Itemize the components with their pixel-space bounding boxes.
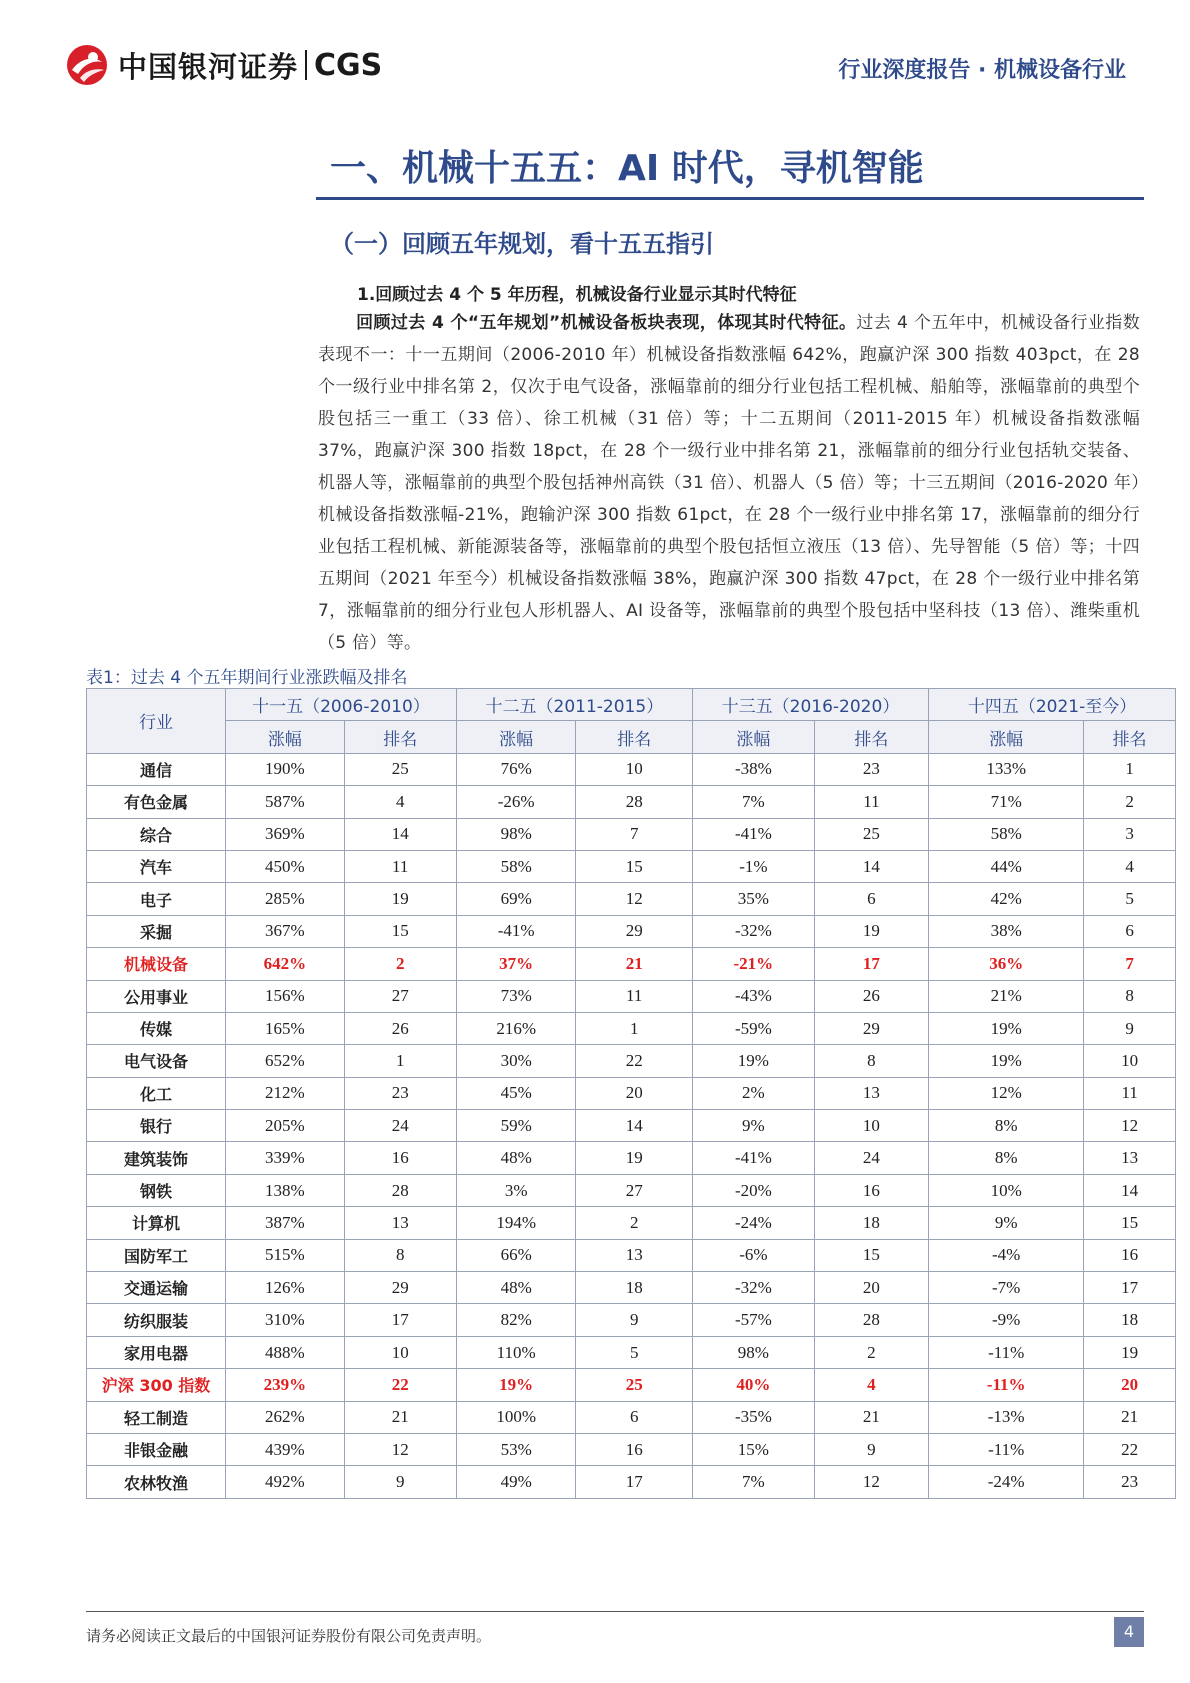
rank-cell: 4 [814, 1369, 928, 1401]
gain-cell: -11% [929, 1369, 1084, 1401]
rank-cell: 5 [576, 1336, 692, 1368]
gain-cell: 492% [226, 1466, 345, 1498]
rank-cell: 29 [814, 1012, 928, 1044]
gain-header: 涨幅 [929, 721, 1084, 753]
gain-cell: 19% [929, 1012, 1084, 1044]
gain-cell: 642% [226, 948, 345, 980]
rank-header: 排名 [576, 721, 692, 753]
rank-cell: 9 [576, 1304, 692, 1336]
rank-cell: 29 [344, 1272, 456, 1304]
gain-cell: 369% [226, 818, 345, 850]
gain-cell: 262% [226, 1401, 345, 1433]
section-divider [316, 197, 1144, 200]
table-row [87, 753, 1176, 785]
rank-cell: 9 [1084, 1012, 1176, 1044]
rank-cell: 10 [344, 1336, 456, 1368]
rank-cell: 28 [814, 1304, 928, 1336]
industry-name-cell: 电子 [87, 883, 226, 915]
rank-cell: 6 [814, 883, 928, 915]
rank-cell: 25 [576, 1369, 692, 1401]
gain-cell: 9% [929, 1207, 1084, 1239]
gain-cell: -38% [692, 753, 814, 785]
gain-cell: 138% [226, 1174, 345, 1206]
rank-cell: 25 [344, 753, 456, 785]
rank-cell: 12 [344, 1433, 456, 1465]
gain-cell: 71% [929, 786, 1084, 818]
rank-cell: 6 [1084, 915, 1176, 947]
rank-cell: 11 [1084, 1077, 1176, 1109]
gain-cell: 19% [929, 1045, 1084, 1077]
gain-cell: 8% [929, 1110, 1084, 1142]
gain-cell: 126% [226, 1272, 345, 1304]
period-header: 十二五（2011-2015） [456, 689, 692, 721]
rank-cell: 23 [344, 1077, 456, 1109]
gain-cell: 58% [929, 818, 1084, 850]
rank-cell: 22 [344, 1369, 456, 1401]
rank-cell: 13 [814, 1077, 928, 1109]
industry-name-cell: 农林牧渔 [87, 1466, 226, 1498]
rank-cell: 14 [344, 818, 456, 850]
gain-cell: 367% [226, 915, 345, 947]
table-row [87, 948, 1176, 980]
rank-cell: 2 [576, 1207, 692, 1239]
rank-cell: 13 [344, 1207, 456, 1239]
rank-cell: 14 [1084, 1174, 1176, 1206]
gain-cell: 8% [929, 1142, 1084, 1174]
gain-cell: 40% [692, 1369, 814, 1401]
gain-cell: 42% [929, 883, 1084, 915]
gain-cell: 7% [692, 1466, 814, 1498]
rank-cell: 22 [576, 1045, 692, 1077]
gain-cell: 66% [456, 1239, 576, 1271]
table-row [87, 1045, 1176, 1077]
gain-cell: -20% [692, 1174, 814, 1206]
gain-cell: 19% [456, 1369, 576, 1401]
rank-cell: 11 [344, 850, 456, 882]
rank-cell: 5 [1084, 883, 1176, 915]
rank-cell: 4 [1084, 850, 1176, 882]
rank-cell: 21 [344, 1401, 456, 1433]
gain-cell: 165% [226, 1012, 345, 1044]
gain-cell: -9% [929, 1304, 1084, 1336]
rank-cell: 19 [344, 883, 456, 915]
gain-cell: -1% [692, 850, 814, 882]
rank-cell: 12 [1084, 1110, 1176, 1142]
gain-cell: 2% [692, 1077, 814, 1109]
gain-cell: -41% [456, 915, 576, 947]
table-row [87, 883, 1176, 915]
table-caption: 表1：过去 4 个五年期间行业涨跌幅及排名 [86, 668, 408, 688]
gain-cell: 3% [456, 1174, 576, 1206]
gain-cell: 156% [226, 980, 345, 1012]
gain-cell: 12% [929, 1077, 1084, 1109]
rank-cell: 15 [814, 1239, 928, 1271]
rank-cell: 20 [1084, 1369, 1176, 1401]
industry-name-cell: 轻工制造 [87, 1401, 226, 1433]
rank-cell: 25 [814, 818, 928, 850]
gain-cell: -32% [692, 915, 814, 947]
rank-cell: 24 [814, 1142, 928, 1174]
table-row [87, 1401, 1176, 1433]
gain-cell: -32% [692, 1272, 814, 1304]
industry-name-cell: 家用电器 [87, 1336, 226, 1368]
rank-cell: 26 [344, 1012, 456, 1044]
report-type-label: 行业深度报告 · 机械设备行业 [838, 58, 1126, 83]
rank-cell: 8 [344, 1239, 456, 1271]
rank-cell: 22 [1084, 1433, 1176, 1465]
rank-cell: 16 [344, 1142, 456, 1174]
gain-cell: 652% [226, 1045, 345, 1077]
gain-cell: 15% [692, 1433, 814, 1465]
table-row [87, 1239, 1176, 1271]
rank-cell: 15 [576, 850, 692, 882]
rank-cell: 26 [814, 980, 928, 1012]
industry-name-cell: 化工 [87, 1077, 226, 1109]
gain-cell: -57% [692, 1304, 814, 1336]
table-row [87, 1207, 1176, 1239]
rank-cell: 16 [814, 1174, 928, 1206]
gain-cell: -41% [692, 1142, 814, 1174]
body-paragraph [318, 307, 1140, 659]
industry-performance-table [86, 688, 1176, 1499]
rank-cell: 16 [1084, 1239, 1176, 1271]
rank-cell: 17 [814, 948, 928, 980]
industry-name-cell: 传媒 [87, 1012, 226, 1044]
logo-text-en: CGS [314, 47, 383, 83]
gain-cell: 37% [456, 948, 576, 980]
table-row [87, 915, 1176, 947]
gain-cell: 76% [456, 753, 576, 785]
rank-cell: 8 [1084, 980, 1176, 1012]
gain-cell: -11% [929, 1336, 1084, 1368]
gain-cell: 100% [456, 1401, 576, 1433]
industry-name-cell: 有色金属 [87, 786, 226, 818]
rank-cell: 18 [814, 1207, 928, 1239]
rank-cell: 18 [1084, 1304, 1176, 1336]
gain-cell: 212% [226, 1077, 345, 1109]
rank-cell: 15 [344, 915, 456, 947]
logo-text-cn: 中国银河证券 [118, 49, 299, 84]
rank-cell: 10 [1084, 1045, 1176, 1077]
table-row [87, 980, 1176, 1012]
gain-cell: -26% [456, 786, 576, 818]
rank-cell: 4 [344, 786, 456, 818]
gain-cell: -13% [929, 1401, 1084, 1433]
industry-name-cell: 电气设备 [87, 1045, 226, 1077]
rank-cell: 20 [576, 1077, 692, 1109]
gain-cell: 310% [226, 1304, 345, 1336]
gain-cell: 450% [226, 850, 345, 882]
page-number: 4 [1114, 1617, 1144, 1647]
rank-cell: 17 [344, 1304, 456, 1336]
gain-cell: 515% [226, 1239, 345, 1271]
rank-cell: 15 [1084, 1207, 1176, 1239]
gain-cell: 38% [929, 915, 1084, 947]
rank-cell: 12 [814, 1466, 928, 1498]
rank-cell: 1 [1084, 753, 1176, 785]
gain-cell: 36% [929, 948, 1084, 980]
rank-cell: 13 [576, 1239, 692, 1271]
rank-cell: 23 [814, 753, 928, 785]
footer-divider [86, 1611, 1144, 1612]
gain-cell: 48% [456, 1142, 576, 1174]
table-row [87, 1142, 1176, 1174]
gain-cell: 98% [692, 1336, 814, 1368]
rank-cell: 14 [814, 850, 928, 882]
gain-cell: 30% [456, 1045, 576, 1077]
gain-cell: -43% [692, 980, 814, 1012]
industry-name-cell: 综合 [87, 818, 226, 850]
gain-cell: 69% [456, 883, 576, 915]
rank-cell: 21 [1084, 1401, 1176, 1433]
rank-cell: 11 [576, 980, 692, 1012]
rank-cell: 7 [576, 818, 692, 850]
gain-cell: 82% [456, 1304, 576, 1336]
industry-name-cell: 建筑装饰 [87, 1142, 226, 1174]
gain-cell: 439% [226, 1433, 345, 1465]
rank-cell: 9 [814, 1433, 928, 1465]
period-header: 十一五（2006-2010） [226, 689, 457, 721]
gain-cell: 21% [929, 980, 1084, 1012]
rank-cell: 28 [576, 786, 692, 818]
industry-name-cell: 非银金融 [87, 1433, 226, 1465]
table-body [87, 753, 1176, 1498]
rank-cell: 14 [576, 1110, 692, 1142]
rank-cell: 8 [814, 1045, 928, 1077]
table-row [87, 818, 1176, 850]
gain-cell: 48% [456, 1272, 576, 1304]
rank-cell: 16 [576, 1433, 692, 1465]
gain-header: 涨幅 [226, 721, 345, 753]
rank-cell: 1 [344, 1045, 456, 1077]
company-logo [66, 44, 382, 86]
gain-cell: 49% [456, 1466, 576, 1498]
table-row [87, 1174, 1176, 1206]
gain-cell: 19% [692, 1045, 814, 1077]
industry-name-cell: 公用事业 [87, 980, 226, 1012]
gain-cell: 339% [226, 1142, 345, 1174]
industry-name-cell: 计算机 [87, 1207, 226, 1239]
rank-cell: 17 [1084, 1272, 1176, 1304]
gain-cell: 488% [226, 1336, 345, 1368]
gain-cell: 58% [456, 850, 576, 882]
gain-cell: 133% [929, 753, 1084, 785]
rank-cell: 2 [1084, 786, 1176, 818]
rank-cell: 27 [576, 1174, 692, 1206]
gain-cell: 7% [692, 786, 814, 818]
body-text: 过去 4 个五年中，机械设备行业指数表现不一：十一五期间（2006-2010 年）机械设备指数涨幅 642%，跑赢沪深 300 指数 403pct，在 28 个一级行业中排名第 2，仅次于电气设备，涨幅靠前的细分行业包括工程机械、船舶等，涨幅靠前的典型个股包括三一重工（33 倍）、徐工机械（31 倍）等；十二五期间（2011-2015 年）机械设备指数涨幅 37%，跑赢沪深 300 指数 18pct，在 28 个一级行业中排名第 21，涨幅靠前的细分行业包括轨交装备、机器人等，涨幅靠前的典型个股包括神州高铁（31 倍）、机器人（5 倍）等；十三五期间（2016-2020 年）机械设备指数涨幅-21%，跑输沪深 300 指数 61pct，在 28 个一级行业中排名第 17，涨幅靠前的细分行业包括工程机械、新能源装备等，涨幅靠前的典型个股包括恒立液压（13 倍）、先导智能（5 倍）等；十四五期间（2021 年至今）机械设备指数涨幅 38%，跑赢沪深 300 指数 47pct，在 28 个一级行业中排名第 7，涨幅靠前的细分行业包人形机器人、AI 设备等，涨幅靠前的典型个股包括中坚科技（13 倍）、潍柴重机（5 倍）等。 [318, 313, 1140, 653]
table-row [87, 1272, 1176, 1304]
industry-name-cell: 银行 [87, 1110, 226, 1142]
body-lead-sentence: 回顾过去 4 个“五年规划”机械设备板块表现，体现其时代特征。 [356, 313, 857, 333]
rank-cell: 19 [576, 1142, 692, 1174]
gain-cell: -21% [692, 948, 814, 980]
industry-column-header: 行业 [87, 689, 226, 754]
point-title: 1.回顾过去 4 个 5 年历程，机械设备行业显示其时代特征 [357, 285, 797, 305]
rank-header: 排名 [344, 721, 456, 753]
gain-cell: -4% [929, 1239, 1084, 1271]
gain-cell: 10% [929, 1174, 1084, 1206]
industry-name-cell: 通信 [87, 753, 226, 785]
rank-cell: 10 [814, 1110, 928, 1142]
rank-cell: 29 [576, 915, 692, 947]
rank-header: 排名 [1084, 721, 1176, 753]
rank-header: 排名 [814, 721, 928, 753]
rank-cell: 12 [576, 883, 692, 915]
sub-section-title: （一）回顾五年规划，看十五五指引 [330, 230, 714, 258]
gain-cell: 45% [456, 1077, 576, 1109]
table-row [87, 1304, 1176, 1336]
table-row [87, 1110, 1176, 1142]
gain-cell: 194% [456, 1207, 576, 1239]
gain-cell: -6% [692, 1239, 814, 1271]
gain-cell: -35% [692, 1401, 814, 1433]
gain-cell: 35% [692, 883, 814, 915]
table-row [87, 1077, 1176, 1109]
table-row [87, 1369, 1176, 1401]
footer-disclaimer: 请务必阅读正文最后的中国银河证券股份有限公司免责声明。 [86, 1627, 492, 1645]
gain-cell: -11% [929, 1433, 1084, 1465]
rank-cell: 19 [1084, 1336, 1176, 1368]
table-row [87, 1466, 1176, 1498]
rank-cell: 2 [814, 1336, 928, 1368]
industry-name-cell: 纺织服装 [87, 1304, 226, 1336]
rank-cell: 2 [344, 948, 456, 980]
rank-cell: 20 [814, 1272, 928, 1304]
rank-cell: 3 [1084, 818, 1176, 850]
gain-cell: 73% [456, 980, 576, 1012]
rank-cell: 18 [576, 1272, 692, 1304]
industry-name-cell: 机械设备 [87, 948, 226, 980]
gain-cell: 110% [456, 1336, 576, 1368]
rank-cell: 24 [344, 1110, 456, 1142]
gain-cell: 587% [226, 786, 345, 818]
table-row [87, 1012, 1176, 1044]
rank-cell: 6 [576, 1401, 692, 1433]
rank-cell: 23 [1084, 1466, 1176, 1498]
rank-cell: 11 [814, 786, 928, 818]
industry-name-cell: 采掘 [87, 915, 226, 947]
gain-cell: 387% [226, 1207, 345, 1239]
gain-cell: 216% [456, 1012, 576, 1044]
gain-cell: 98% [456, 818, 576, 850]
rank-cell: 27 [344, 980, 456, 1012]
gain-cell: -41% [692, 818, 814, 850]
industry-name-cell: 交通运输 [87, 1272, 226, 1304]
gain-cell: -24% [692, 1207, 814, 1239]
rank-cell: 13 [1084, 1142, 1176, 1174]
gain-cell: 53% [456, 1433, 576, 1465]
gain-header: 涨幅 [456, 721, 576, 753]
gain-cell: 285% [226, 883, 345, 915]
section-title: 一、机械十五五：AI 时代，寻机智能 [330, 148, 924, 189]
gain-cell: 9% [692, 1110, 814, 1142]
logo-divider [305, 50, 307, 80]
gain-header: 涨幅 [692, 721, 814, 753]
industry-name-cell: 国防军工 [87, 1239, 226, 1271]
rank-cell: 19 [814, 915, 928, 947]
rank-cell: 17 [576, 1466, 692, 1498]
gain-cell: 239% [226, 1369, 345, 1401]
rank-cell: 9 [344, 1466, 456, 1498]
industry-name-cell: 钢铁 [87, 1174, 226, 1206]
gain-cell: -24% [929, 1466, 1084, 1498]
gain-cell: -59% [692, 1012, 814, 1044]
gain-cell: -7% [929, 1272, 1084, 1304]
rank-cell: 7 [1084, 948, 1176, 980]
page-header [0, 0, 1190, 120]
rank-cell: 28 [344, 1174, 456, 1206]
rank-cell: 1 [576, 1012, 692, 1044]
table-row [87, 1336, 1176, 1368]
period-header: 十四五（2021-至今） [929, 689, 1176, 721]
gain-cell: 190% [226, 753, 345, 785]
rank-cell: 21 [576, 948, 692, 980]
period-header: 十三五（2016-2020） [692, 689, 928, 721]
industry-name-cell: 沪深 300 指数 [87, 1369, 226, 1401]
gain-cell: 59% [456, 1110, 576, 1142]
table-row [87, 786, 1176, 818]
rank-cell: 10 [576, 753, 692, 785]
rank-cell: 21 [814, 1401, 928, 1433]
logo-mark-icon [66, 44, 108, 86]
industry-name-cell: 汽车 [87, 850, 226, 882]
table-row [87, 1433, 1176, 1465]
table-row [87, 850, 1176, 882]
gain-cell: 205% [226, 1110, 345, 1142]
gain-cell: 44% [929, 850, 1084, 882]
